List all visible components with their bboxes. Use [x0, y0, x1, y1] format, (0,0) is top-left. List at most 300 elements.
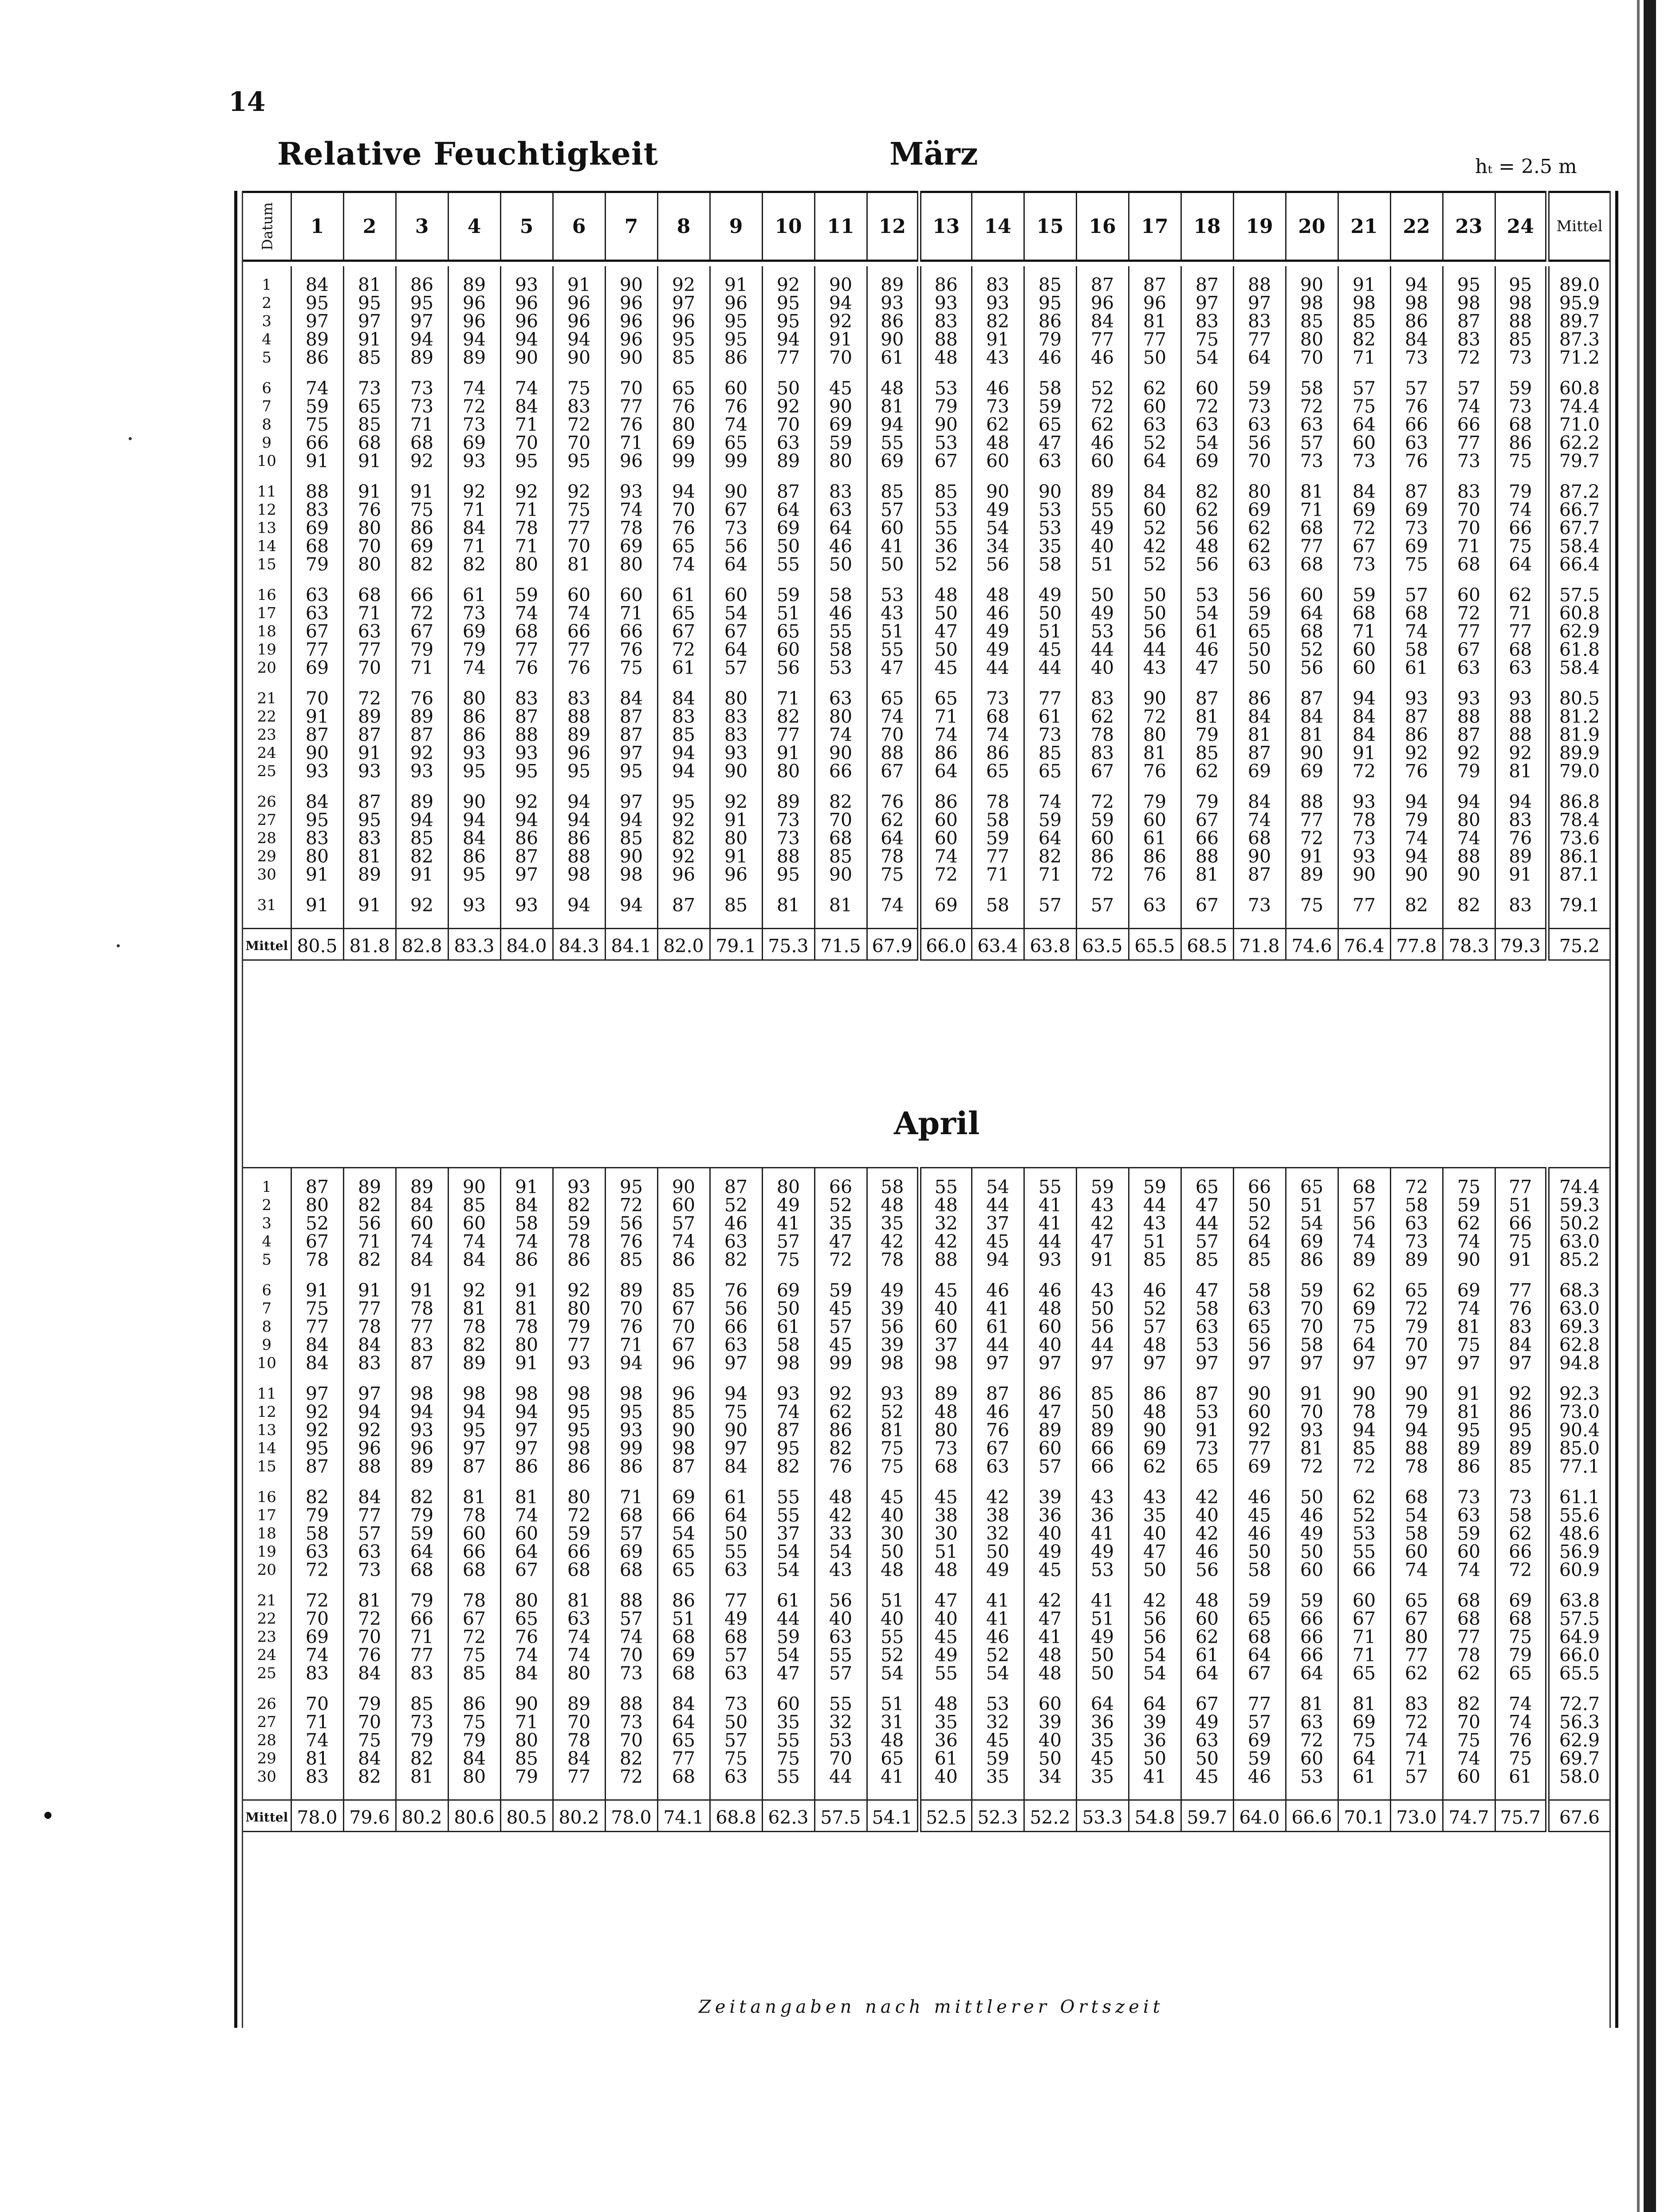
value-cell: 49 — [1076, 1543, 1129, 1561]
value-cell: 59 — [1495, 367, 1547, 398]
value-cell: 67 — [1233, 1664, 1286, 1683]
value-cell: 58 — [972, 811, 1024, 829]
datum-cell: 15 — [257, 1458, 276, 1475]
value-cell: 95 — [710, 331, 762, 349]
value-cell: 81 — [553, 1579, 605, 1610]
value-cell: 73 — [1390, 349, 1443, 367]
value-cell: 94 — [396, 1403, 448, 1421]
value-cell: 94 — [710, 1372, 762, 1403]
mittel-cell: 87.1 — [1547, 866, 1609, 884]
value-cell: 46 — [1286, 1506, 1338, 1525]
value-cell: 59 — [1233, 367, 1286, 398]
value-cell: 62 — [1129, 367, 1181, 398]
value-cell: 87 — [291, 726, 343, 744]
value-cell: 85 — [1495, 1458, 1547, 1476]
value-cell: 44 — [1076, 641, 1129, 659]
value-cell: 79 — [1390, 811, 1443, 829]
value-cell: 73 — [1390, 1233, 1443, 1251]
value-cell: 46 — [1181, 641, 1233, 659]
value-cell: 59 — [553, 1525, 605, 1543]
value-cell: 73 — [448, 604, 500, 623]
value-cell: 47 — [814, 1233, 867, 1251]
value-cell: 35 — [972, 1768, 1024, 1786]
value-cell: 39 — [1024, 1713, 1076, 1731]
value-cell: 80.5 — [500, 1800, 553, 1832]
value-cell: 65 — [343, 398, 396, 416]
value-cell: 68 — [972, 708, 1024, 726]
value-cell: 79 — [1390, 1403, 1443, 1421]
value-cell: 73 — [1181, 1439, 1233, 1458]
value-cell: 48 — [919, 1561, 972, 1579]
value-cell: 87 — [1076, 266, 1129, 294]
value-cell: 76 — [657, 398, 710, 416]
mittel-cell: 67.7 — [1547, 519, 1609, 537]
value-cell: 67 — [1181, 884, 1233, 915]
value-cell: 83 — [1495, 811, 1547, 829]
mittel-cell: 66.7 — [1547, 501, 1609, 519]
value-cell: 87 — [500, 848, 553, 866]
value-cell: 52 — [1129, 519, 1181, 537]
value-cell: 80 — [1233, 470, 1286, 501]
value-cell: 90 — [972, 470, 1024, 501]
value-cell: 54 — [657, 1525, 710, 1543]
datum-cell: 6 — [262, 379, 272, 397]
value-cell: 86 — [867, 312, 919, 331]
value-cell: 63 — [1390, 1214, 1443, 1233]
value-cell: 69 — [1286, 1233, 1338, 1251]
value-cell: 71 — [972, 866, 1024, 884]
value-cell: 58 — [814, 641, 867, 659]
value-cell: 89 — [1495, 848, 1547, 866]
value-cell: 78 — [1076, 726, 1129, 744]
value-cell: 83 — [1233, 312, 1286, 331]
table-row — [243, 1168, 1609, 1197]
value-cell: 72 — [1129, 708, 1181, 726]
value-cell: 98 — [553, 1372, 605, 1403]
value-cell: 39 — [867, 1336, 919, 1354]
value-cell: 70 — [1286, 1300, 1338, 1318]
value-cell: 47 — [919, 623, 972, 641]
value-cell: 91 — [291, 866, 343, 884]
value-cell: 76 — [814, 1458, 867, 1476]
value-cell: 68 — [291, 537, 343, 556]
datum-cell: 15 — [257, 556, 276, 573]
value-cell: 78 — [1443, 1646, 1495, 1664]
value-cell: 48 — [1181, 1579, 1233, 1610]
value-cell: 74 — [1443, 1300, 1495, 1318]
header-hour: 22 — [1390, 192, 1443, 261]
value-cell: 65 — [1233, 1610, 1286, 1628]
datum-cell: 4 — [262, 331, 272, 348]
value-cell: 97 — [605, 744, 657, 762]
value-cell: 74 — [1024, 781, 1076, 811]
value-cell: 64 — [1233, 1233, 1286, 1251]
value-cell: 48 — [1181, 537, 1233, 556]
value-cell: 68 — [343, 574, 396, 604]
value-cell: 52.3 — [972, 1800, 1024, 1832]
value-cell: 74 — [448, 1233, 500, 1251]
value-cell: 52 — [1129, 434, 1181, 452]
value-cell: 55 — [867, 1628, 919, 1646]
mittel-cell: 85.2 — [1547, 1251, 1609, 1269]
value-cell: 86 — [1024, 312, 1076, 331]
value-cell: 63.5 — [1076, 929, 1129, 960]
value-cell: 48 — [972, 434, 1024, 452]
value-cell: 73 — [1338, 829, 1390, 848]
value-cell: 48 — [919, 1403, 972, 1421]
spacer-cell — [867, 1786, 919, 1800]
value-cell: 77 — [1286, 537, 1338, 556]
value-cell: 93 — [448, 744, 500, 762]
value-cell: 59 — [1443, 1525, 1495, 1543]
value-cell: 56 — [1129, 1628, 1181, 1646]
value-cell: 68 — [1233, 1628, 1286, 1646]
value-cell: 60 — [919, 829, 972, 848]
value-cell: 79 — [291, 556, 343, 574]
value-cell: 86 — [500, 1251, 553, 1269]
value-cell: 72 — [1338, 519, 1390, 537]
value-cell: 50 — [1129, 604, 1181, 623]
value-cell: 85 — [448, 1196, 500, 1214]
value-cell: 71 — [500, 416, 553, 434]
value-cell: 85 — [867, 470, 919, 501]
datum-cell: 23 — [257, 1628, 276, 1646]
value-cell: 54 — [710, 604, 762, 623]
value-cell: 87 — [343, 726, 396, 744]
value-cell: 81 — [1233, 726, 1286, 744]
value-cell: 50 — [1076, 1646, 1129, 1664]
value-cell: 93 — [1338, 781, 1390, 811]
value-cell: 49 — [1076, 1628, 1129, 1646]
table-row — [243, 1318, 1609, 1336]
value-cell: 63 — [1129, 416, 1181, 434]
value-cell: 77 — [1443, 623, 1495, 641]
value-cell: 50 — [1076, 1403, 1129, 1421]
value-cell: 91 — [1443, 1372, 1495, 1403]
value-cell: 64 — [657, 1713, 710, 1731]
value-cell: 85 — [1024, 744, 1076, 762]
value-cell: 80 — [1390, 1628, 1443, 1646]
table-row — [243, 1300, 1609, 1318]
value-cell: 82 — [396, 556, 448, 574]
datum-cell: 28 — [257, 1731, 276, 1749]
value-cell: 52 — [1129, 1300, 1181, 1318]
value-cell: 67 — [657, 1336, 710, 1354]
value-cell: 63 — [1181, 1318, 1233, 1336]
value-cell: 58 — [762, 1336, 814, 1354]
value-cell: 37 — [972, 1214, 1024, 1233]
value-cell: 71 — [396, 416, 448, 434]
value-cell: 94 — [1338, 1421, 1390, 1439]
value-cell: 97 — [1233, 1354, 1286, 1372]
value-cell: 80 — [1443, 811, 1495, 829]
value-cell: 51 — [762, 604, 814, 623]
value-cell: 65 — [867, 677, 919, 708]
value-cell: 76 — [343, 1646, 396, 1664]
value-cell: 70 — [657, 1318, 710, 1336]
value-cell: 78 — [448, 1506, 500, 1525]
value-cell: 43 — [1076, 1196, 1129, 1214]
value-cell: 41 — [1024, 1214, 1076, 1233]
value-cell: 35 — [762, 1713, 814, 1731]
value-cell: 86 — [657, 1579, 710, 1610]
value-cell: 45 — [919, 1269, 972, 1300]
value-cell: 66 — [553, 1543, 605, 1561]
value-cell: 86 — [1129, 1372, 1181, 1403]
value-cell: 69 — [1233, 762, 1286, 781]
value-cell: 86 — [1495, 1403, 1547, 1421]
value-cell: 89 — [343, 866, 396, 884]
mittel-cell: 56.9 — [1547, 1543, 1609, 1561]
value-cell: 57 — [1129, 1318, 1181, 1336]
value-cell: 60 — [448, 1214, 500, 1233]
value-cell: 89 — [448, 349, 500, 367]
value-cell: 40 — [867, 1610, 919, 1628]
value-cell: 78 — [291, 1251, 343, 1269]
value-cell: 96 — [396, 1439, 448, 1458]
value-cell: 91 — [814, 331, 867, 349]
value-cell: 75 — [1443, 1336, 1495, 1354]
datum-cell: 26 — [257, 1695, 276, 1713]
table-row — [243, 623, 1609, 641]
value-cell: 80 — [814, 452, 867, 470]
value-cell: 95 — [343, 811, 396, 829]
value-cell: 63.8 — [1024, 929, 1076, 960]
value-cell: 81 — [1286, 1439, 1338, 1458]
value-cell: 95 — [762, 294, 814, 312]
table-row — [243, 726, 1609, 744]
value-cell: 44 — [1024, 1233, 1076, 1251]
value-cell: 86 — [919, 744, 972, 762]
margin-dot — [129, 437, 132, 440]
value-cell: 52 — [291, 1214, 343, 1233]
value-cell: 97 — [343, 1372, 396, 1403]
value-cell: 67 — [291, 623, 343, 641]
value-cell: 65 — [1390, 1579, 1443, 1610]
value-cell: 52 — [972, 1646, 1024, 1664]
value-cell: 79 — [343, 1683, 396, 1713]
value-cell: 61 — [1129, 829, 1181, 848]
value-cell: 63 — [291, 604, 343, 623]
mittel-cell: 80.5 — [1547, 677, 1609, 708]
value-cell: 77 — [1338, 884, 1390, 915]
value-cell: 60 — [1338, 641, 1390, 659]
value-cell: 87 — [605, 708, 657, 726]
table-row — [243, 294, 1609, 312]
value-cell: 62 — [1181, 501, 1233, 519]
value-cell: 72 — [1390, 1300, 1443, 1318]
value-cell: 55 — [1338, 1543, 1390, 1561]
value-cell: 93 — [1495, 677, 1547, 708]
value-cell: 76 — [343, 501, 396, 519]
value-cell: 31 — [867, 1713, 919, 1731]
value-cell: 55 — [867, 434, 919, 452]
value-cell: 79 — [396, 1731, 448, 1750]
value-cell: 74 — [1495, 501, 1547, 519]
value-cell: 85 — [710, 884, 762, 915]
value-cell: 85 — [1024, 266, 1076, 294]
table-row — [243, 1664, 1609, 1683]
value-cell: 64 — [1233, 1646, 1286, 1664]
value-cell: 77 — [972, 848, 1024, 866]
value-cell: 85 — [919, 470, 972, 501]
value-cell: 51 — [1286, 1196, 1338, 1214]
value-cell: 87 — [1233, 744, 1286, 762]
value-cell: 63 — [1129, 884, 1181, 915]
value-cell: 90 — [814, 744, 867, 762]
value-cell: 63 — [762, 434, 814, 452]
header-hour: 6 — [553, 192, 605, 261]
value-cell: 51 — [1024, 623, 1076, 641]
value-cell: 81 — [762, 884, 814, 915]
value-cell: 62 — [1129, 1458, 1181, 1476]
value-cell: 67 — [1390, 1610, 1443, 1628]
value-cell: 97 — [1024, 1354, 1076, 1372]
value-cell: 84 — [291, 266, 343, 294]
mittel-cell: 63.0 — [1547, 1300, 1609, 1318]
mittel-cell: 85.0 — [1547, 1439, 1609, 1458]
value-cell: 59 — [814, 1269, 867, 1300]
value-cell: 84 — [605, 677, 657, 708]
value-cell: 90 — [1443, 1251, 1495, 1269]
value-cell: 84 — [1076, 312, 1129, 331]
value-cell: 36 — [1129, 1731, 1181, 1750]
value-cell: 65 — [1181, 1168, 1233, 1197]
value-cell: 73 — [1024, 726, 1076, 744]
value-cell: 93 — [448, 884, 500, 915]
value-cell: 57 — [710, 1646, 762, 1664]
value-cell: 84 — [553, 1750, 605, 1768]
value-cell: 43 — [1076, 1476, 1129, 1506]
value-cell: 85 — [343, 349, 396, 367]
header-hour: 11 — [814, 192, 867, 261]
spacer-cell — [553, 1786, 605, 1800]
value-cell: 50 — [762, 1300, 814, 1318]
value-cell: 50 — [1024, 1750, 1076, 1768]
value-cell: 44 — [1129, 1196, 1181, 1214]
mittel-cell: 61.8 — [1547, 641, 1609, 659]
value-cell: 76 — [1495, 829, 1547, 848]
value-cell: 91 — [343, 452, 396, 470]
value-cell: 82 — [396, 848, 448, 866]
mittel-cell: 81.2 — [1547, 708, 1609, 726]
value-cell: 70 — [343, 1628, 396, 1646]
value-cell: 92 — [553, 1269, 605, 1300]
value-cell: 75 — [710, 1403, 762, 1421]
mittel-cell: 64.9 — [1547, 1628, 1609, 1646]
value-cell: 87 — [1181, 1372, 1233, 1403]
value-cell: 90 — [500, 349, 553, 367]
value-cell: 75 — [762, 1251, 814, 1269]
datum-cell: 22 — [257, 708, 276, 726]
value-cell: 77 — [343, 1506, 396, 1525]
table-row — [243, 1196, 1609, 1214]
value-cell: 59.7 — [1181, 1800, 1233, 1832]
mittel-cell: 75.2 — [1547, 929, 1609, 960]
value-cell: 67 — [1076, 762, 1129, 781]
value-cell: 74 — [1443, 829, 1495, 848]
value-cell: 80 — [710, 829, 762, 848]
mittel-cell: 62.8 — [1547, 1336, 1609, 1354]
value-cell: 89 — [343, 1168, 396, 1197]
value-cell: 42 — [1181, 1476, 1233, 1506]
value-cell: 69 — [1390, 537, 1443, 556]
value-cell: 70 — [553, 434, 605, 452]
datum-cell: 29 — [257, 1750, 276, 1767]
value-cell: 92 — [1390, 744, 1443, 762]
table-row — [243, 1214, 1609, 1233]
header-datum — [243, 192, 291, 261]
table-row — [243, 829, 1609, 848]
value-cell: 85 — [448, 1664, 500, 1683]
value-cell: 73 — [1495, 1476, 1547, 1506]
value-cell: 60 — [762, 641, 814, 659]
datum-cell: 8 — [262, 1318, 272, 1336]
month-title-april: April — [894, 1105, 980, 1142]
value-cell: 56 — [343, 1214, 396, 1233]
value-cell: 93 — [396, 1421, 448, 1439]
value-cell: 49 — [972, 1561, 1024, 1579]
value-cell: 62 — [1076, 416, 1129, 434]
value-cell: 59 — [1233, 1579, 1286, 1610]
value-cell: 33 — [814, 1525, 867, 1543]
value-cell: 94 — [1390, 1421, 1443, 1439]
value-cell: 90 — [710, 1421, 762, 1439]
value-cell: 77 — [1233, 331, 1286, 349]
value-cell: 73 — [343, 367, 396, 398]
value-cell: 64 — [1495, 556, 1547, 574]
value-cell: 93 — [1338, 848, 1390, 866]
value-cell: 65 — [1233, 623, 1286, 641]
value-cell: 97 — [1181, 294, 1233, 312]
value-cell: 60 — [867, 519, 919, 537]
value-cell: 57 — [1076, 884, 1129, 915]
value-cell: 74 — [500, 1646, 553, 1664]
value-cell: 60 — [1233, 1403, 1286, 1421]
value-cell: 84.1 — [605, 929, 657, 960]
value-cell: 40 — [1076, 537, 1129, 556]
value-cell: 89 — [553, 726, 605, 744]
value-cell: 82 — [553, 1196, 605, 1214]
value-cell: 97 — [710, 1354, 762, 1372]
value-cell: 62 — [1181, 762, 1233, 781]
value-cell: 95 — [1024, 294, 1076, 312]
value-cell: 72 — [291, 1561, 343, 1579]
value-cell: 74 — [291, 1731, 343, 1750]
value-cell: 48 — [867, 1731, 919, 1750]
value-cell: 80 — [500, 1336, 553, 1354]
value-cell: 83.3 — [448, 929, 500, 960]
datum-cell: 29 — [257, 848, 276, 865]
value-cell: 76 — [605, 641, 657, 659]
value-cell: 91 — [1338, 266, 1390, 294]
value-cell: 76 — [1495, 1731, 1547, 1750]
value-cell: 80.6 — [448, 1800, 500, 1832]
value-cell: 58 — [1024, 367, 1076, 398]
value-cell: 85 — [1181, 744, 1233, 762]
value-cell: 84 — [396, 1251, 448, 1269]
datum-cell: 11 — [257, 483, 276, 501]
value-cell: 39 — [1129, 1713, 1181, 1731]
value-cell: 67 — [972, 1439, 1024, 1458]
value-cell: 67 — [657, 623, 710, 641]
value-cell: 52 — [710, 1196, 762, 1214]
value-cell: 88 — [867, 744, 919, 762]
value-cell: 53 — [867, 574, 919, 604]
value-cell: 69 — [1181, 452, 1233, 470]
value-cell: 80 — [710, 677, 762, 708]
value-cell: 96 — [605, 452, 657, 470]
